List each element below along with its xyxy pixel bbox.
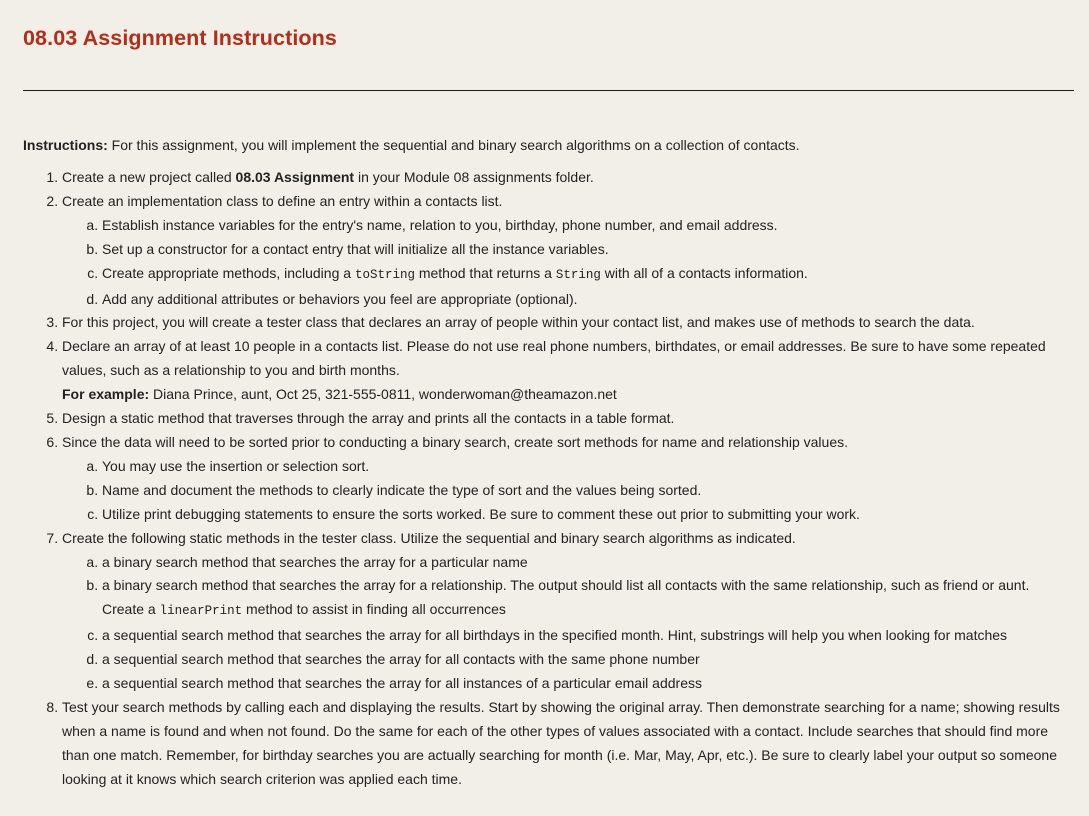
step-1-text: Create a new project called <box>62 169 236 185</box>
step-2d: d. Add any additional attributes or behaviors you feel are appropriate (optional). <box>102 288 1074 312</box>
step-4 <box>62 335 1074 407</box>
step-6-text: Since the data will need to be sorted prior to conducting a binary search, create sort methods for name and relationship values. <box>62 433 849 450</box>
step-6 <box>62 431 1074 527</box>
instructions-text: For this assignment, you will implement the sequential and binary search algorithms on a collection of contacts. <box>107 137 800 153</box>
step-7e: e. a sequential search method that searches the array for all instances of a particular email address <box>102 672 1074 696</box>
step-8: 8. Test your search methods by calling each and displaying the results. Start by showing the original array. Then demonstrate searching for a name; showing results when a name is found and when not found. Do the same for each of the other types of values associated with a contact. Include searches that should find more than one match. Remember, for birthday searches you are actually searching for month (i.e. Mar, May, Apr, etc.). Be sure to clearly label your output so someone looking at it knows which search criterion was applied each time. <box>62 696 1074 792</box>
instructions-label: Instructions: <box>23 137 108 153</box>
step-6a: a. You may use the insertion or selection sort. <box>102 455 1074 479</box>
step-7b-text-end: method to assist in finding all occurrences <box>242 601 506 618</box>
step-2c-text-mid: method that returns a <box>414 264 556 281</box>
project-name: 08.03 Assignment <box>235 169 355 185</box>
code-string: String <box>555 267 601 282</box>
step-3: 3. For this project, you will create a tester class that declares an array of people within your contact list, and makes use of methods to search the data. <box>62 311 1074 335</box>
title-divider <box>23 90 1074 91</box>
steps-list <box>23 166 1074 792</box>
step-7 <box>62 527 1074 696</box>
example-label: For example: <box>62 386 150 403</box>
step-7b <box>102 574 1074 624</box>
step-6c: c. Utilize print debugging statements to ensure the sorts worked. Be sure to comment these out prior to submitting your work. <box>102 503 1074 527</box>
step-2b: b. Set up a constructor for a contact entry that will initialize all the instance variables. <box>102 238 1074 262</box>
step-4-text: Declare an array of at least 10 people in a contacts list. Please do not use real phone numbers, birthdates, or email addresses. Be sure to have some repeated values, such as a relationship to you and birth months. <box>62 338 1046 379</box>
code-linearprint: linearPrint <box>159 604 243 619</box>
step-1-text-end: in your Module 08 assignments folder. <box>354 169 594 185</box>
code-tostring: toString <box>354 267 415 282</box>
step-6b: b. Name and document the methods to clearly indicate the type of sort and the values being sorted. <box>102 479 1074 503</box>
step-2-sublist <box>62 214 1074 312</box>
example-line <box>62 383 1074 407</box>
step-1 <box>62 166 1074 190</box>
step-2c-text: Create appropriate methods, including a <box>102 264 355 281</box>
step-7-text: Create the following static methods in the tester class. Utilize the sequential and binary search algorithms as indicated. <box>62 529 796 546</box>
step-7-sublist <box>62 551 1074 696</box>
page-title: 08.03 Assignment Instructions <box>23 26 337 50</box>
step-2-text: Create an implementation class to define an entry within a contacts list. <box>62 192 503 209</box>
step-7a: a. a binary search method that searches the array for a particular name <box>102 551 1074 575</box>
step-6-sublist <box>62 455 1074 527</box>
step-7b-text: a binary search method that searches the array for a relationship. The output should list all contacts with the same relationship, such as friend or aunt. Create a <box>102 577 1030 618</box>
step-2c <box>102 262 1074 288</box>
step-2a: a. Establish instance variables for the entry's name, relation to you, birthday, phone number, and email address. <box>102 214 1074 238</box>
step-7d: d. a sequential search method that searches the array for all contacts with the same phone number <box>102 648 1074 672</box>
step-5: 5. Design a static method that traverses through the array and prints all the contacts in a table format. <box>62 407 1074 431</box>
instructions-intro <box>23 133 1074 157</box>
step-7c: c. a sequential search method that searches the array for all birthdays in the specified month. Hint, substrings will help you when looking for matches <box>102 624 1074 648</box>
step-2c-text-end: with all of a contacts information. <box>600 264 808 281</box>
example-text: Diana Prince, aunt, Oct 25, 321-555-0811, wonderwoman@theamazon.net <box>149 386 617 403</box>
step-2 <box>62 190 1074 312</box>
